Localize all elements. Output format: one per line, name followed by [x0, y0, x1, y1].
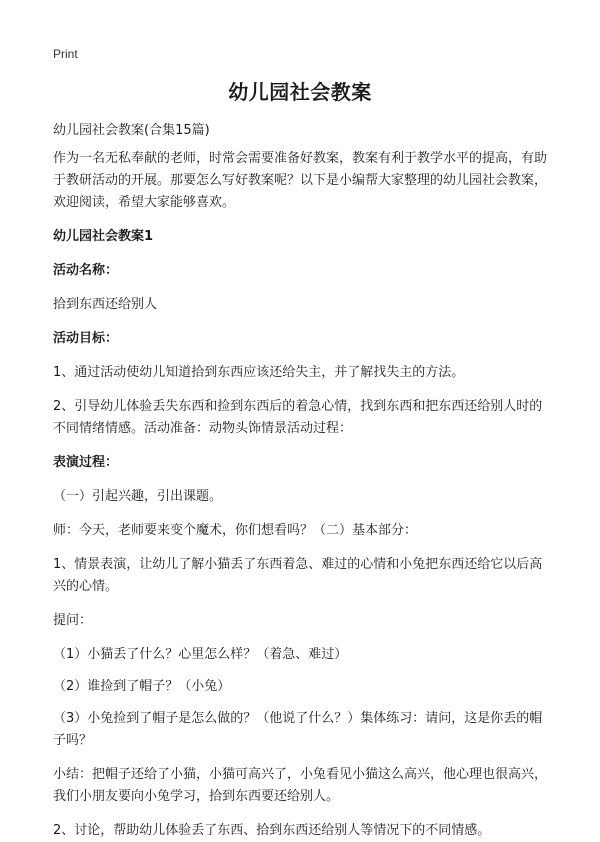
summary-paragraph: 小结：把帽子还给了小猫，小猫可高兴了，小兔看见小猫这么高兴，他心理也很高兴，我们小朋友要向小兔学习，拾到东西要还给别人。	[53, 767, 548, 804]
performance-heading: 表演过程：	[53, 455, 119, 470]
question-item: （3）小兔捡到了帽子是怎么做的？（他说了什么？）集体练习：请问，这是你丢的帽子吗？	[53, 711, 543, 748]
goal-item: 1、通过活动使幼儿知道拾到东西应该还给失主，并了解找失主的方法。	[53, 365, 465, 380]
activity-name-heading: 活动名称：	[53, 263, 119, 278]
subtitle: 幼儿园社会教案(合集15篇)	[53, 123, 210, 138]
document-body	[53, 120, 553, 842]
page-title: 幼儿园社会教案	[228, 80, 372, 104]
goal-heading: 活动目标：	[53, 331, 119, 346]
intro-paragraph: 作为一名无私奉献的老师，时常会需要准备好教案，教案有利于教学水平的提高，有助于教研活动的开展。那要怎么写好教案呢？以下是小编帮大家整理的幼儿园社会教案，欢迎阅读，希望大家能够喜欢。	[53, 151, 548, 210]
activity-name: 拾到东西还给别人	[53, 297, 158, 312]
question-item: （2）谁捡到了帽子？（小兔）	[53, 679, 231, 694]
question-item: （1）小猫丢了什么？心里怎么样？（着急、难过）	[53, 647, 348, 662]
discussion-item: 2、讨论，帮助幼儿体验丢了东西、拾到东西还给别人等情况下的不同情感。	[53, 823, 491, 838]
section-heading: 幼儿园社会教案1	[53, 229, 154, 244]
scene-item: 1、情景表演，让幼儿了解小猫丢了东西着急、难过的心情和小兔把东西还给它以后高兴的心情。	[53, 557, 543, 594]
teacher-line: 师：今天，老师要来变个魔术，你们想看吗？（二）基本部分：	[53, 523, 418, 538]
question-heading: 提问：	[53, 613, 93, 628]
goal-item: 2、引导幼儿体验丢失东西和捡到东西后的着急心情，找到东西和把东西还给别人时的不同情绪情感。活动准备：动物头饰情景活动过程：	[53, 399, 543, 436]
step-item: （一）引起兴趣，引出课题。	[53, 489, 223, 504]
print-label[interactable]: Print	[53, 47, 78, 61]
